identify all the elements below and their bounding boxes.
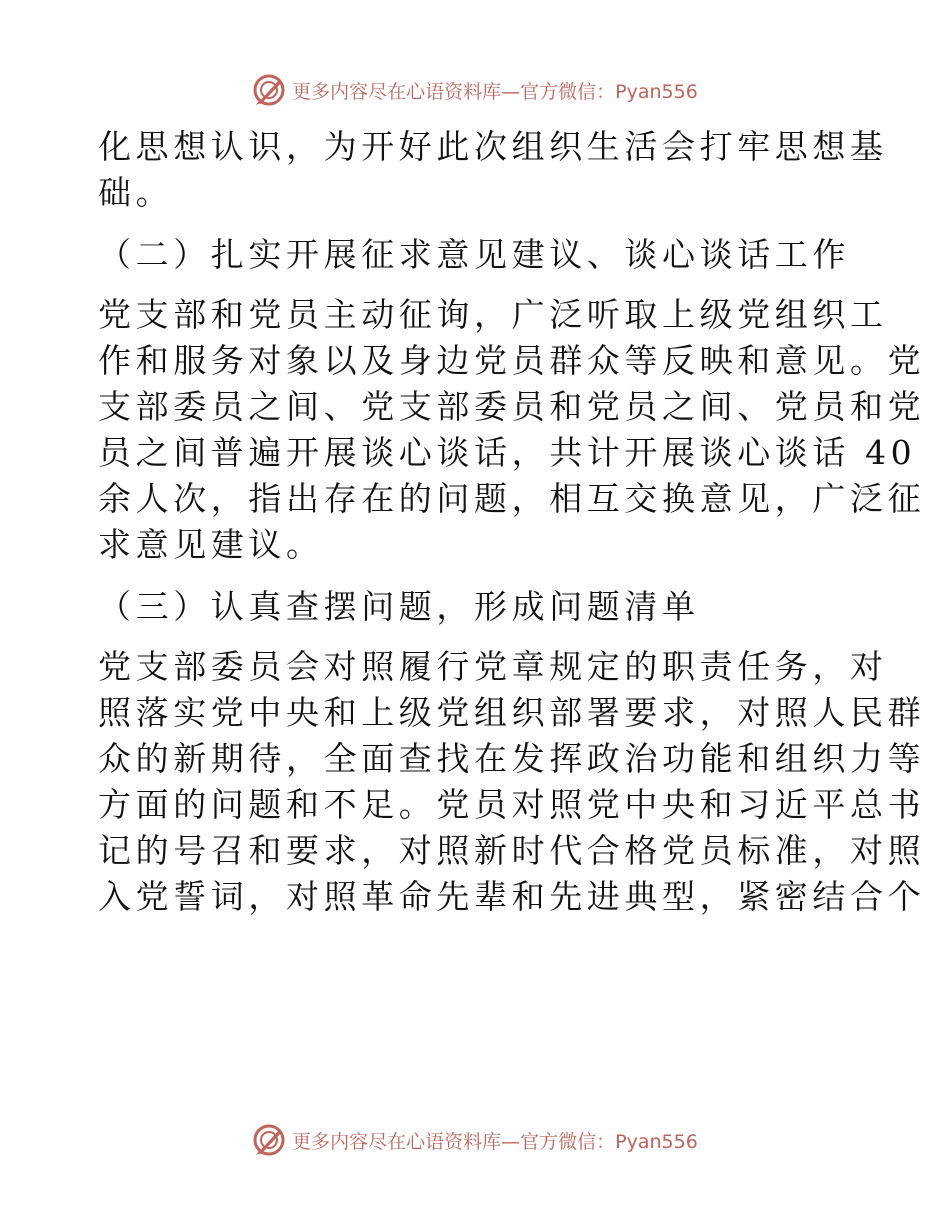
text-line: 众的新期待，全面查找在发挥政治功能和组织力等 [98, 739, 926, 778]
paragraph-issues [98, 644, 926, 920]
text-line: 作和服务对象以及身边党员群众等反映和意见。党 [98, 341, 926, 380]
text-line: 余人次，指出存在的问题，相互交换意见，广泛征 [98, 479, 926, 518]
text-line: 党支部和党员主动征询，广泛听取上级党组织工 [98, 295, 888, 334]
text-line: 求意见建议。 [98, 525, 324, 564]
pen-logo-icon [252, 73, 286, 107]
paragraph-continuation [98, 124, 888, 216]
pen-logo-icon [252, 1123, 286, 1157]
text-line: 化思想认识，为开好此次组织生活会打牢思想基 [98, 127, 888, 166]
footer-watermark-banner [0, 1120, 950, 1160]
text-line: 方面的问题和不足。党员对照党中央和习近平总书 [98, 785, 926, 824]
section-heading-3: （三）认真查摆问题，形成问题清单 [98, 587, 700, 626]
text-line: 支部委员之间、党支部委员和党员之间、党员和党 [98, 387, 926, 426]
text-line: 记的号召和要求，对照新时代合格党员标准，对照 [98, 831, 926, 870]
watermark-text: 更多内容尽在心语资料库—官方微信：Pyan556 [292, 1130, 698, 1153]
header-watermark-banner [0, 70, 950, 110]
document-body [98, 124, 926, 920]
text-line: 员之间普遍开展谈心谈话，共计开展谈心谈话 40 [98, 433, 917, 472]
text-line: 础。 [98, 173, 174, 212]
text-line: 党支部委员会对照履行党章规定的职责任务，对 [98, 647, 888, 686]
paragraph-talks [98, 292, 926, 568]
section-heading-2: （二）扎实开展征求意见建议、谈心谈话工作 [98, 235, 850, 274]
watermark-text: 更多内容尽在心语资料库—官方微信：Pyan556 [292, 80, 698, 103]
text-line: 入党誓词，对照革命先辈和先进典型，紧密结合个 [98, 877, 926, 916]
text-line: 照落实党中央和上级党组织部署要求，对照人民群 [98, 693, 926, 732]
